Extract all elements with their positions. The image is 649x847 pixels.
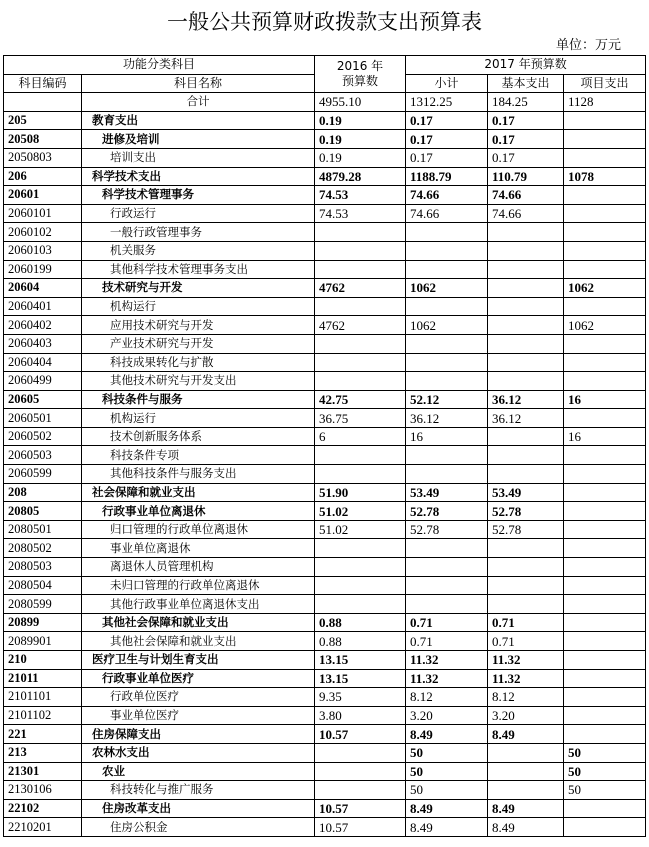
row-name: 行政事业单位离退休 [82,502,315,521]
table-row [4,725,646,744]
row-name: 机构运行 [82,297,315,316]
row-basic-2017: 0.71 [488,632,564,651]
row-code: 221 [4,725,82,744]
row-basic-2017 [488,743,564,762]
row-name: 一般行政管理事务 [82,223,315,242]
row-budget-2016 [315,595,406,614]
row-basic-2017: 110.79 [488,167,564,186]
table-row [4,762,646,781]
row-project-2017 [564,613,646,632]
row-code: 2080503 [4,558,82,577]
header-2017-budget: 2017 年预算数 [406,56,646,75]
row-subtotal-2017: 50 [406,762,488,781]
row-basic-2017: 8.49 [488,799,564,818]
row-code: 2060101 [4,204,82,223]
table-row [4,148,646,167]
header-func-class: 功能分类科目 [4,56,315,75]
row-name: 住房改革支出 [82,799,315,818]
table-row [4,279,646,298]
table-row [4,539,646,558]
table-row [4,353,646,372]
row-name: 住房保障支出 [82,725,315,744]
row-budget-2016: 10.57 [315,799,406,818]
row-basic-2017 [488,558,564,577]
row-project-2017: 1078 [564,167,646,186]
table-row [4,372,646,391]
table-row [4,595,646,614]
row-project-2017 [564,372,646,391]
table-row [4,558,646,577]
row-project-2017 [564,725,646,744]
row-subtotal-2017 [406,372,488,391]
row-subtotal-2017: 52.78 [406,520,488,539]
row-subtotal-2017: 50 [406,781,488,800]
row-basic-2017: 0.71 [488,613,564,632]
header-row-1 [4,56,646,75]
row-project-2017 [564,651,646,670]
row-budget-2016: 0.19 [315,130,406,149]
row-code: 2060103 [4,241,82,260]
row-basic-2017: 3.20 [488,706,564,725]
row-name: 医疗卫生与计划生育支出 [82,651,315,670]
row-code: 2060599 [4,465,82,484]
row-name: 离退休人员管理机构 [82,558,315,577]
row-budget-2016: 9.35 [315,688,406,707]
row-project-2017: 1062 [564,316,646,335]
table-row [4,483,646,502]
row-subtotal-2017: 8.49 [406,818,488,837]
row-project-2017 [564,558,646,577]
table-row [4,186,646,205]
table-row [4,651,646,670]
row-budget-2016: 4955.10 [315,93,406,112]
table-row [4,669,646,688]
row-budget-2016: 74.53 [315,186,406,205]
row-code: 208 [4,483,82,502]
table-row [4,390,646,409]
row-subtotal-2017: 8.12 [406,688,488,707]
row-project-2017: 16 [564,427,646,446]
row-code: 2050803 [4,148,82,167]
page-title: 一般公共预算财政拨款支出预算表 [167,10,482,34]
row-basic-2017: 53.49 [488,483,564,502]
row-subtotal-2017 [406,558,488,577]
row-code: 2060404 [4,353,82,372]
row-name: 其他行政事业单位离退休支出 [82,595,315,614]
row-code: 20805 [4,502,82,521]
row-basic-2017 [488,465,564,484]
row-code: 2101102 [4,706,82,725]
table-row [4,818,646,837]
row-basic-2017 [488,762,564,781]
row-project-2017 [564,465,646,484]
row-budget-2016 [315,762,406,781]
table-row [4,409,646,428]
row-code: 21301 [4,762,82,781]
table-row [4,502,646,521]
row-basic-2017 [488,223,564,242]
row-project-2017 [564,576,646,595]
row-code: 206 [4,167,82,186]
row-subtotal-2017: 0.17 [406,148,488,167]
row-budget-2016: 4762 [315,279,406,298]
row-name: 其他科学技术管理事务支出 [82,260,315,279]
row-code: 2060501 [4,409,82,428]
row-project-2017 [564,446,646,465]
row-subtotal-2017: 74.66 [406,204,488,223]
row-basic-2017: 74.66 [488,186,564,205]
row-project-2017 [564,186,646,205]
header-2016-line1: 2016 年 [336,59,384,74]
row-name: 社会保障和就业支出 [82,483,315,502]
table-row [4,688,646,707]
row-basic-2017: 36.12 [488,409,564,428]
row-project-2017: 1062 [564,279,646,298]
table-row [4,241,646,260]
row-code: 2130106 [4,781,82,800]
row-code: 20899 [4,613,82,632]
header-name: 科目名称 [82,74,315,93]
row-name: 农业 [82,762,315,781]
row-name: 农林水支出 [82,743,315,762]
row-basic-2017 [488,334,564,353]
row-basic-2017 [488,316,564,335]
table-row [4,167,646,186]
row-basic-2017: 74.66 [488,204,564,223]
row-budget-2016 [315,558,406,577]
header-basic: 基本支出 [488,74,564,93]
row-code: 2060503 [4,446,82,465]
row-budget-2016 [315,539,406,558]
row-basic-2017 [488,353,564,372]
row-name: 科技成果转化与扩散 [82,353,315,372]
row-budget-2016: 0.88 [315,613,406,632]
row-basic-2017 [488,260,564,279]
row-project-2017 [564,520,646,539]
row-code: 2089901 [4,632,82,651]
table-row [4,781,646,800]
row-subtotal-2017: 3.20 [406,706,488,725]
row-basic-2017 [488,446,564,465]
row-project-2017 [564,818,646,837]
row-budget-2016 [315,241,406,260]
row-code: 20604 [4,279,82,298]
row-basic-2017: 0.17 [488,148,564,167]
row-subtotal-2017 [406,353,488,372]
row-name: 行政单位医疗 [82,688,315,707]
row-subtotal-2017 [406,334,488,353]
row-subtotal-2017 [406,576,488,595]
row-basic-2017 [488,781,564,800]
row-subtotal-2017: 1188.79 [406,167,488,186]
row-project-2017 [564,669,646,688]
row-project-2017 [564,502,646,521]
row-project-2017 [564,204,646,223]
row-subtotal-2017: 0.17 [406,111,488,130]
row-name: 产业技术研究与开发 [82,334,315,353]
row-budget-2016 [315,372,406,391]
row-subtotal-2017: 53.49 [406,483,488,502]
row-code: 20601 [4,186,82,205]
table-row [4,316,646,335]
row-code: 2060403 [4,334,82,353]
row-subtotal-2017 [406,539,488,558]
row-budget-2016: 10.57 [315,725,406,744]
row-basic-2017: 8.12 [488,688,564,707]
row-project-2017: 50 [564,781,646,800]
row-subtotal-2017: 1312.25 [406,93,488,112]
row-name: 其他科技条件与服务支出 [82,465,315,484]
row-subtotal-2017 [406,223,488,242]
row-basic-2017 [488,576,564,595]
row-code: 2080599 [4,595,82,614]
row-subtotal-2017: 8.49 [406,725,488,744]
row-basic-2017: 52.78 [488,520,564,539]
table-row [4,465,646,484]
table-row [4,204,646,223]
row-budget-2016 [315,297,406,316]
row-name: 应用技术研究与开发 [82,316,315,335]
unit-label: 单位：万元 [555,38,621,53]
row-code: 20508 [4,130,82,149]
row-code: 2101101 [4,688,82,707]
row-code: 213 [4,743,82,762]
row-project-2017: 50 [564,743,646,762]
row-project-2017 [564,297,646,316]
row-basic-2017: 0.17 [488,130,564,149]
row-subtotal-2017: 11.32 [406,669,488,688]
row-subtotal-2017 [406,260,488,279]
row-name: 其他社会保障和就业支出 [82,613,315,632]
row-code: 2080501 [4,520,82,539]
budget-table [3,55,646,837]
row-project-2017 [564,223,646,242]
table-row [4,520,646,539]
row-project-2017 [564,799,646,818]
row-name: 培训支出 [82,148,315,167]
row-code: 210 [4,651,82,670]
row-subtotal-2017: 16 [406,427,488,446]
row-code: 2060102 [4,223,82,242]
row-budget-2016: 42.75 [315,390,406,409]
row-basic-2017: 0.17 [488,111,564,130]
row-project-2017 [564,595,646,614]
row-project-2017 [564,334,646,353]
row-name: 其他社会保障和就业支出 [82,632,315,651]
header-2016-line2: 预算数 [342,74,379,89]
row-subtotal-2017: 0.17 [406,130,488,149]
row-basic-2017: 8.49 [488,725,564,744]
row-subtotal-2017 [406,446,488,465]
row-project-2017 [564,148,646,167]
table-row [4,93,646,112]
row-budget-2016 [315,334,406,353]
row-subtotal-2017: 50 [406,743,488,762]
row-project-2017: 16 [564,390,646,409]
row-basic-2017 [488,279,564,298]
row-project-2017 [564,353,646,372]
header-code: 科目编码 [4,74,82,93]
row-project-2017: 1128 [564,93,646,112]
row-budget-2016: 6 [315,427,406,446]
row-name: 技术创新服务体系 [82,427,315,446]
row-budget-2016: 4879.28 [315,167,406,186]
row-basic-2017 [488,297,564,316]
row-name: 进修及培训 [82,130,315,149]
row-subtotal-2017: 36.12 [406,409,488,428]
row-budget-2016: 10.57 [315,818,406,837]
row-basic-2017 [488,372,564,391]
table-row [4,632,646,651]
row-budget-2016 [315,576,406,595]
row-project-2017 [564,241,646,260]
row-code: 2060402 [4,316,82,335]
row-subtotal-2017: 1062 [406,279,488,298]
row-budget-2016: 36.75 [315,409,406,428]
header-subtotal: 小计 [406,74,488,93]
row-subtotal-2017 [406,465,488,484]
row-basic-2017: 8.49 [488,818,564,837]
table-row [4,576,646,595]
row-budget-2016 [315,353,406,372]
row-budget-2016: 74.53 [315,204,406,223]
row-code: 2060199 [4,260,82,279]
table-row [4,446,646,465]
row-name: 未归口管理的行政单位离退休 [82,576,315,595]
row-basic-2017: 11.32 [488,669,564,688]
row-budget-2016: 13.15 [315,669,406,688]
row-budget-2016: 51.02 [315,502,406,521]
row-subtotal-2017: 52.12 [406,390,488,409]
row-name: 其他技术研究与开发支出 [82,372,315,391]
row-budget-2016 [315,446,406,465]
table-row [4,706,646,725]
table-row [4,613,646,632]
row-name: 机关服务 [82,241,315,260]
row-subtotal-2017 [406,241,488,260]
table-row [4,297,646,316]
row-code: 20605 [4,390,82,409]
row-code: 205 [4,111,82,130]
row-code: 2060502 [4,427,82,446]
row-name: 科技条件专项 [82,446,315,465]
row-subtotal-2017 [406,595,488,614]
row-budget-2016 [315,223,406,242]
row-code: 21011 [4,669,82,688]
row-name: 技术研究与开发 [82,279,315,298]
row-subtotal-2017: 52.78 [406,502,488,521]
row-project-2017 [564,260,646,279]
row-subtotal-2017: 1062 [406,316,488,335]
row-name: 教育支出 [82,111,315,130]
row-project-2017 [564,130,646,149]
header-2016-budget [315,56,406,93]
row-name: 科学技术支出 [82,167,315,186]
row-name: 住房公积金 [82,818,315,837]
row-subtotal-2017: 0.71 [406,613,488,632]
table-row [4,427,646,446]
row-subtotal-2017: 74.66 [406,186,488,205]
row-project-2017 [564,706,646,725]
row-code: 2060401 [4,297,82,316]
row-basic-2017: 52.78 [488,502,564,521]
row-budget-2016: 3.80 [315,706,406,725]
row-subtotal-2017: 0.71 [406,632,488,651]
row-name: 合计 [82,93,315,112]
row-project-2017 [564,632,646,651]
row-basic-2017: 184.25 [488,93,564,112]
row-basic-2017 [488,595,564,614]
row-name: 科技转化与推广服务 [82,781,315,800]
row-code [4,93,82,112]
row-project-2017 [564,539,646,558]
row-subtotal-2017 [406,297,488,316]
row-budget-2016: 51.90 [315,483,406,502]
row-budget-2016: 0.19 [315,111,406,130]
row-basic-2017: 36.12 [488,390,564,409]
header-project: 项目支出 [564,74,646,93]
table-row [4,130,646,149]
row-budget-2016: 0.19 [315,148,406,167]
table-row [4,111,646,130]
row-budget-2016 [315,465,406,484]
row-name: 归口管理的行政单位离退休 [82,520,315,539]
table-row [4,260,646,279]
row-budget-2016 [315,743,406,762]
row-project-2017 [564,111,646,130]
row-basic-2017 [488,539,564,558]
row-code: 2080502 [4,539,82,558]
row-project-2017 [564,483,646,502]
row-name: 科技条件与服务 [82,390,315,409]
row-budget-2016 [315,781,406,800]
row-code: 2210201 [4,818,82,837]
row-budget-2016: 13.15 [315,651,406,670]
row-project-2017 [564,688,646,707]
row-name: 事业单位离退休 [82,539,315,558]
row-budget-2016: 51.02 [315,520,406,539]
table-row [4,223,646,242]
row-subtotal-2017: 11.32 [406,651,488,670]
row-name: 科学技术管理事务 [82,186,315,205]
row-budget-2016 [315,260,406,279]
row-basic-2017: 11.32 [488,651,564,670]
row-name: 机构运行 [82,409,315,428]
row-project-2017 [564,409,646,428]
table-row [4,799,646,818]
row-name: 行政运行 [82,204,315,223]
row-name: 行政事业单位医疗 [82,669,315,688]
row-code: 2060499 [4,372,82,391]
row-basic-2017 [488,241,564,260]
row-budget-2016: 0.88 [315,632,406,651]
row-code: 2080504 [4,576,82,595]
row-basic-2017 [488,427,564,446]
row-code: 22102 [4,799,82,818]
table-row [4,743,646,762]
table-row [4,334,646,353]
row-name: 事业单位医疗 [82,706,315,725]
row-budget-2016: 4762 [315,316,406,335]
row-subtotal-2017: 8.49 [406,799,488,818]
row-project-2017: 50 [564,762,646,781]
